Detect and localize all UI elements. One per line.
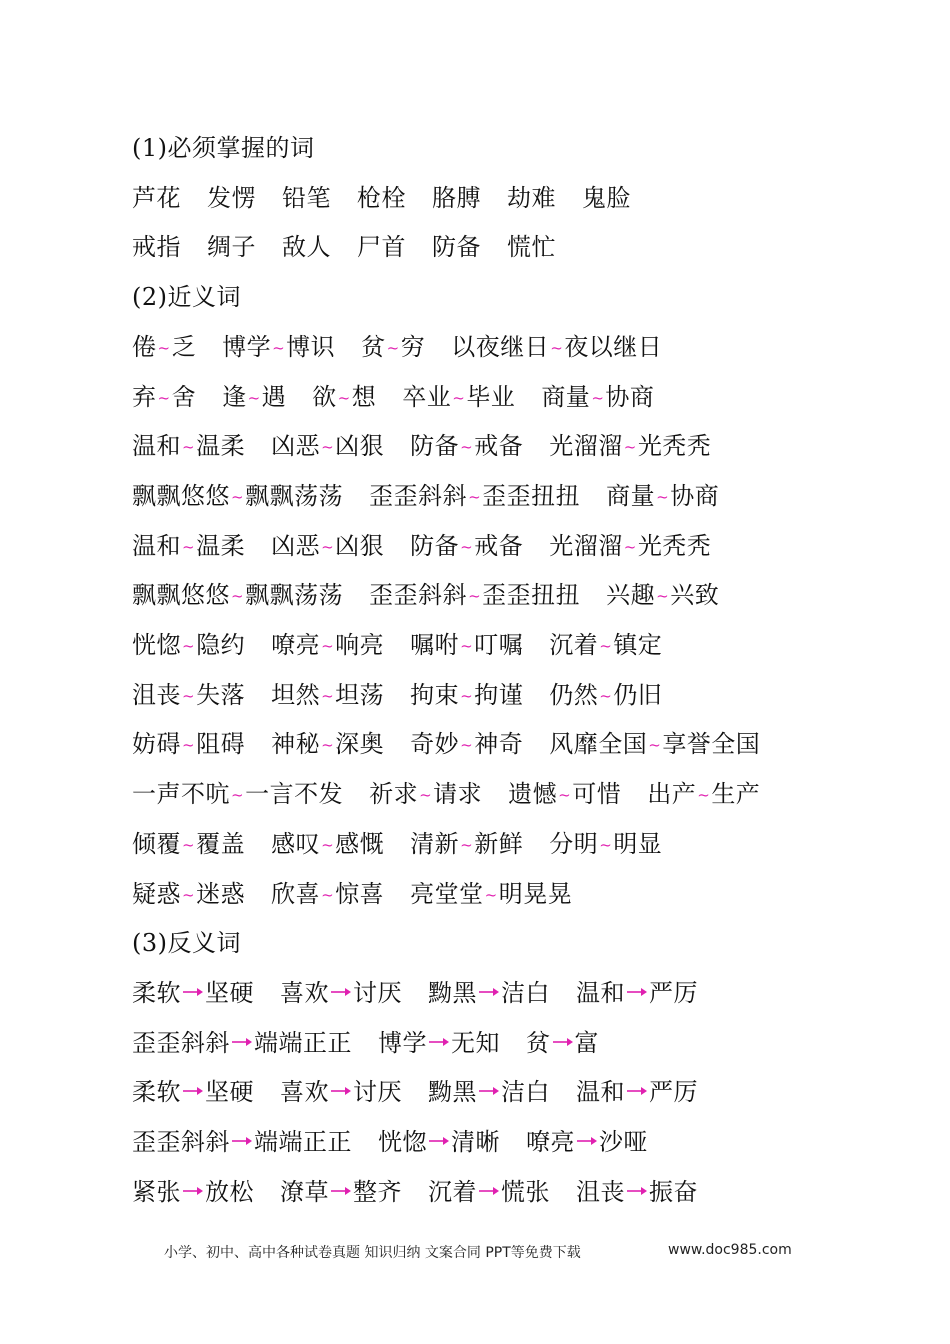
arrow-icon [182,1185,204,1197]
synonyms-row [132,526,737,566]
footer-url[interactable]: www.doc985.com [668,1242,792,1258]
antonym-pair [132,1023,352,1063]
antonym-pair [378,1023,500,1063]
pair-word-a: 飘飘悠悠 [132,581,230,610]
pair-word-b: 拘谨 [474,680,524,709]
words-row [132,227,582,267]
pair-word-a: 拘束 [410,680,460,709]
antonym-pair [428,973,550,1013]
tilde-separator: ~ [182,736,196,755]
vocab-word: 敌人 [282,233,331,262]
pair-word-b: 温柔 [196,531,246,560]
synonym-pair [222,377,286,418]
pair-word-a: 祈求 [369,780,419,809]
pair-word-a: 疑惑 [132,879,181,908]
synonym-pair [410,526,523,567]
pair-word-b: 仍旧 [613,680,663,709]
pair-word-a: 卒业 [402,382,452,411]
pair-word-a: 沉着 [549,631,599,659]
pair-word-a: 恍惚 [132,631,181,659]
pair-word-a: 商量 [541,382,591,411]
pair-word-b: 感慨 [335,829,385,858]
synonym-pair [361,327,425,368]
pair-word-a: 倦 [132,332,157,361]
section-heading: (3)反义词 [132,929,241,958]
synonym-pair [606,476,719,517]
synonym-pair [132,426,245,467]
pair-word-a: 温和 [576,978,625,1007]
synonyms-row [132,575,745,615]
pair-word-b: 富 [574,1028,599,1057]
pair-word-b: 洁白 [501,1078,550,1107]
antonym-pair [428,1172,550,1212]
tilde-separator: ~ [460,686,474,705]
antonyms-row [132,1122,674,1162]
pair-word-b: 歪歪扭扭 [482,581,581,610]
pair-word-a: 黝黑 [428,1078,477,1107]
antonym-pair [576,973,698,1013]
tilde-separator: ~ [321,438,335,457]
pair-word-b: 清晰 [451,1128,500,1156]
antonym-pair [526,1023,599,1063]
antonym-pair [132,1122,352,1162]
arrow-icon [231,1135,253,1147]
pair-word-b: 隐约 [196,631,246,659]
pair-word-a: 倾覆 [132,829,181,858]
pair-word-b: 讨厌 [353,978,402,1007]
tilde-separator: ~ [623,537,637,556]
pair-word-b: 博识 [286,332,336,361]
tilde-separator: ~ [599,686,613,705]
synonym-pair [549,675,662,716]
tilde-separator: ~ [231,786,245,805]
tilde-separator: ~ [460,637,474,655]
pair-word-b: 乏 [171,332,197,361]
arrow-icon [330,1185,352,1197]
pair-word-b: 沙哑 [599,1128,648,1156]
pair-word-a: 恍惚 [378,1128,427,1156]
arrow-icon [330,1085,352,1097]
pair-word-b: 深奥 [335,730,385,759]
synonym-pair [541,377,654,418]
pair-word-a: 欣喜 [271,879,321,908]
tilde-separator: ~ [599,637,613,655]
pair-word-b: 坦荡 [335,680,385,709]
tilde-separator: ~ [157,338,171,357]
synonym-pair [369,774,482,815]
synonyms-row [132,724,786,764]
pair-word-a: 遗憾 [508,780,558,809]
pair-word-a: 飘飘悠悠 [132,481,230,510]
synonym-pair [549,824,662,865]
synonym-pair [132,724,245,765]
pair-word-a: 弃 [132,382,157,411]
synonym-pair [132,824,245,865]
pair-word-b: 飘飘荡荡 [245,481,344,510]
pair-word-b: 惊喜 [335,879,385,908]
pair-word-b: 覆盖 [196,829,246,858]
tilde-separator: ~ [484,885,498,904]
tilde-separator: ~ [460,736,474,755]
pair-word-a: 凶恶 [271,531,321,560]
tilde-separator: ~ [272,338,286,357]
tilde-separator: ~ [182,637,196,655]
pair-word-a: 光溜溜 [549,432,623,461]
vocab-word: 戒指 [132,233,181,262]
pair-word-b: 光秃秃 [637,432,712,461]
pair-word-b: 讨厌 [353,1078,402,1107]
synonym-pair [410,675,523,716]
antonym-pair [132,1172,254,1212]
pair-word-b: 可惜 [572,780,622,809]
pair-word-b: 遇 [261,382,287,411]
synonyms-row [132,774,786,814]
synonym-pair [549,724,760,765]
vocab-word: 胳膊 [432,183,481,212]
pair-word-a: 歪歪斜斜 [369,481,468,510]
synonyms-row [132,625,688,665]
pair-word-a: 贫 [361,332,386,361]
pair-word-b: 叮嘱 [474,631,524,659]
pair-word-b: 戒备 [474,432,524,461]
pair-word-b: 明晃晃 [498,879,573,908]
tilde-separator: ~ [231,587,245,606]
vocab-word: 尸首 [357,233,406,262]
pair-word-a: 一声不吭 [132,780,230,809]
pair-word-a: 温和 [132,432,181,461]
tilde-separator: ~ [468,587,482,606]
pair-word-a: 逢 [222,382,247,411]
pair-word-a: 沮丧 [132,680,181,709]
pair-word-b: 请求 [433,780,483,809]
synonym-pair [369,575,580,616]
pair-word-a: 温和 [132,531,181,560]
arrow-icon [231,1036,253,1048]
synonym-pair [410,625,523,666]
tilde-separator: ~ [697,786,711,805]
pair-word-a: 坦然 [271,680,321,709]
arrow-icon [478,1185,500,1197]
synonyms-row [132,327,688,367]
pair-word-a: 防备 [410,531,460,560]
pair-word-b: 端端正正 [254,1128,352,1156]
pair-word-b: 戒备 [474,531,524,560]
tilde-separator: ~ [591,388,605,407]
tilde-separator: ~ [558,786,572,805]
antonym-pair [280,1072,402,1112]
pair-word-a: 感叹 [271,829,321,858]
pair-word-b: 舍 [171,382,197,411]
vocab-word: 铅笔 [282,183,331,212]
pair-word-b: 一言不发 [245,780,344,809]
tilde-separator: ~ [337,388,351,407]
tilde-separator: ~ [182,537,196,556]
tilde-separator: ~ [599,835,613,854]
pair-word-b: 光秃秃 [637,531,712,560]
pair-word-a: 沉着 [428,1177,477,1206]
pair-word-b: 毕业 [466,382,516,411]
pair-word-b: 新鲜 [474,829,524,858]
synonyms-row [132,874,598,914]
pair-word-a: 出产 [647,780,697,809]
synonyms-row [132,377,680,417]
pair-word-b: 神奇 [474,730,524,759]
tilde-separator: ~ [656,587,670,606]
synonym-pair [132,476,343,517]
pair-word-b: 歪歪扭扭 [482,481,581,510]
pair-word-b: 严厉 [649,1078,698,1107]
synonym-pair [271,824,384,865]
pair-word-b: 镇定 [613,631,663,659]
synonym-pair [549,426,711,467]
pair-word-a: 仍然 [549,680,599,709]
synonym-pair [402,377,515,418]
arrow-icon [478,1085,500,1097]
tilde-separator: ~ [656,487,670,506]
arrow-icon [626,1185,648,1197]
synonym-pair [132,675,245,716]
synonym-pair [549,625,662,666]
arrow-icon [428,1036,450,1048]
tilde-separator: ~ [321,885,335,904]
pair-word-b: 响亮 [335,631,385,659]
pair-word-a: 歪歪斜斜 [369,581,468,610]
pair-word-a: 歪歪斜斜 [132,1128,230,1156]
antonym-pair [576,1072,698,1112]
synonym-pair [410,824,523,865]
pair-word-a: 嘹亮 [526,1128,575,1156]
arrow-icon [428,1135,450,1147]
page-footer [0,1242,950,1268]
footer-text: 小学、初中、高中各种试卷真题 知识归纳 文案合同 PPT等免费下载 [164,1245,581,1261]
synonym-pair [271,625,384,666]
vocab-word: 劫难 [507,183,556,212]
tilde-separator: ~ [321,637,335,655]
vocab-word: 枪栓 [357,183,406,212]
tilde-separator: ~ [419,786,433,805]
pair-word-b: 严厉 [649,978,698,1007]
antonyms-row [132,1072,724,1112]
tilde-separator: ~ [321,537,335,556]
synonym-pair [606,575,719,616]
synonym-pair [222,327,335,368]
pair-word-b: 温柔 [196,432,246,461]
synonym-pair [271,874,384,915]
tilde-separator: ~ [460,835,474,854]
synonym-pair [271,526,384,567]
tilde-separator: ~ [247,388,261,407]
synonym-pair [132,874,245,915]
section-heading: (1)必须掌握的词 [132,134,315,162]
pair-word-a: 喜欢 [280,1078,329,1107]
pair-word-b: 凶狠 [335,432,385,461]
vocab-word: 发愣 [207,183,256,212]
tilde-separator: ~ [550,338,564,357]
pair-word-a: 风靡全国 [549,730,648,759]
antonym-pair [428,1072,550,1112]
pair-word-a: 防备 [410,432,460,461]
pair-word-a: 歪歪斜斜 [132,1028,230,1057]
tilde-separator: ~ [648,736,662,755]
pair-word-b: 慌张 [501,1177,550,1206]
pair-word-a: 欲 [312,382,337,411]
pair-word-b: 阻碍 [196,730,246,759]
synonym-pair [132,377,196,418]
pair-word-a: 柔软 [132,978,181,1007]
pair-word-a: 紧张 [132,1177,181,1206]
pair-word-a: 博学 [378,1028,427,1057]
pair-word-b: 无知 [451,1028,500,1057]
arrow-icon [182,986,204,998]
synonyms-row [132,476,745,516]
tilde-separator: ~ [231,487,245,506]
pair-word-b: 迷惑 [196,879,246,908]
pair-word-b: 协商 [670,481,720,510]
antonyms-row [132,1172,724,1212]
pair-word-a: 兴趣 [606,581,656,610]
pair-word-a: 以夜继日 [451,332,550,361]
tilde-separator: ~ [182,686,196,705]
section-heading: (2)近义词 [132,283,241,312]
pair-word-b: 协商 [605,382,655,411]
antonyms-row [132,973,724,1013]
pair-word-b: 夜以继日 [564,332,663,361]
pair-word-a: 贫 [526,1028,551,1057]
antonym-pair [576,1172,698,1212]
pair-word-b: 明显 [613,829,663,858]
pair-word-b: 端端正正 [254,1028,352,1057]
synonym-pair [271,724,384,765]
synonyms-row [132,824,688,864]
vocab-word: 芦花 [132,183,181,212]
pair-word-b: 穷 [400,332,426,361]
tilde-separator: ~ [182,835,196,854]
tilde-separator: ~ [452,388,466,407]
synonym-pair [132,774,343,815]
tilde-separator: ~ [182,885,196,904]
pair-word-b: 享誉全国 [662,730,761,759]
pair-word-a: 嘱咐 [410,631,460,659]
pair-word-b: 振奋 [649,1177,698,1206]
vocab-word: 防备 [432,233,481,262]
tilde-separator: ~ [460,438,474,457]
antonym-pair [132,973,254,1013]
pair-word-b: 洁白 [501,978,550,1007]
synonym-pair [369,476,580,517]
synonym-pair [508,774,621,815]
arrow-icon [576,1135,598,1147]
pair-word-b: 坚硬 [205,978,254,1007]
pair-word-a: 清新 [410,829,460,858]
antonym-pair [378,1122,500,1162]
pair-word-a: 妨碍 [132,730,181,759]
antonym-pair [280,1172,402,1212]
tilde-separator: ~ [321,686,335,705]
tilde-separator: ~ [182,438,196,457]
pair-word-b: 想 [351,382,377,411]
pair-word-a: 黝黑 [428,978,477,1007]
synonym-pair [549,526,711,567]
pair-word-a: 亮堂堂 [410,879,484,908]
pair-word-b: 整齐 [353,1177,402,1206]
vocab-word: 慌忙 [507,233,556,262]
pair-word-a: 温和 [576,1078,625,1107]
pair-word-b: 凶狠 [335,531,385,560]
antonym-pair [132,1072,254,1112]
pair-word-b: 飘飘荡荡 [245,581,344,610]
synonym-pair [132,575,343,616]
synonyms-row [132,426,737,466]
synonym-pair [132,625,245,666]
synonyms-row [132,675,688,715]
pair-word-a: 潦草 [280,1177,329,1206]
synonym-pair [271,426,384,467]
tilde-separator: ~ [321,835,335,854]
synonym-pair [410,874,572,915]
pair-word-a: 神秘 [271,730,321,759]
pair-word-b: 生产 [711,780,761,809]
tilde-separator: ~ [623,438,637,457]
synonym-pair [132,327,196,368]
pair-word-a: 商量 [606,481,656,510]
tilde-separator: ~ [386,338,400,357]
vocab-word: 绸子 [207,233,256,262]
pair-word-a: 分明 [549,829,599,858]
arrow-icon [626,1085,648,1097]
pair-word-b: 失落 [196,680,246,709]
pair-word-b: 放松 [205,1177,254,1206]
pair-word-b: 坚硬 [205,1078,254,1107]
tilde-separator: ~ [468,487,482,506]
tilde-separator: ~ [460,537,474,556]
synonym-pair [451,327,662,368]
arrow-icon [552,1036,574,1048]
arrow-icon [330,986,352,998]
pair-word-a: 嘹亮 [271,631,321,659]
vocab-word: 鬼脸 [582,183,631,212]
antonym-pair [526,1122,648,1162]
pair-word-a: 凶恶 [271,432,321,461]
pair-word-a: 喜欢 [280,978,329,1007]
antonym-pair [280,973,402,1013]
pair-word-a: 奇妙 [410,730,460,759]
pair-word-a: 光溜溜 [549,531,623,560]
synonym-pair [647,774,760,815]
arrow-icon [626,986,648,998]
synonym-pair [271,675,384,716]
arrow-icon [478,986,500,998]
tilde-separator: ~ [157,388,171,407]
pair-word-a: 沮丧 [576,1177,625,1206]
synonym-pair [410,426,523,467]
pair-word-a: 博学 [222,332,272,361]
synonym-pair [312,377,376,418]
pair-word-a: 柔软 [132,1078,181,1107]
synonym-pair [132,526,245,567]
words-row [132,178,657,218]
pair-word-b: 兴致 [670,581,720,610]
tilde-separator: ~ [321,736,335,755]
synonym-pair [410,724,523,765]
antonyms-row [132,1023,625,1063]
arrow-icon [182,1085,204,1097]
